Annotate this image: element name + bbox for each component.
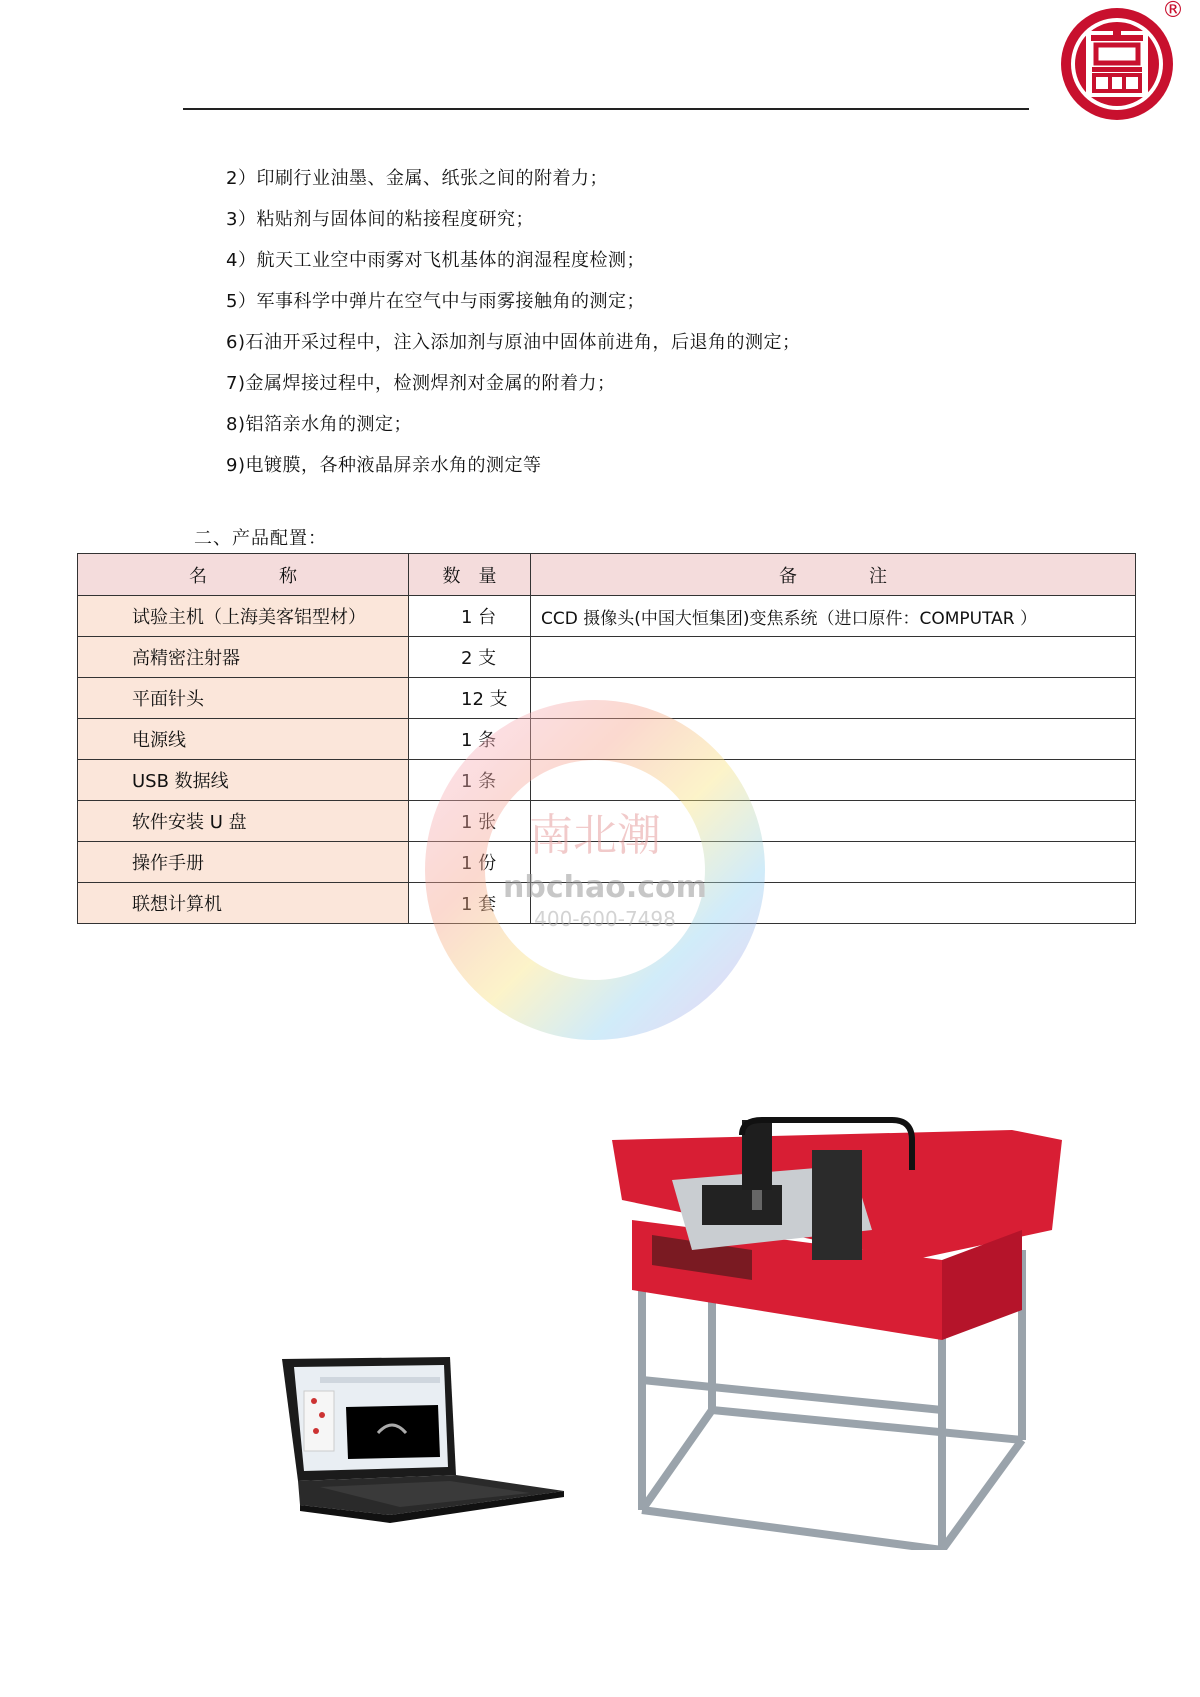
cell-qty: 1 套 bbox=[409, 883, 531, 924]
cell-name: 联想计算机 bbox=[78, 883, 409, 924]
cell-name: USB 数据线 bbox=[78, 760, 409, 801]
cell-note bbox=[531, 637, 1136, 678]
watermark-name: 南北潮 bbox=[529, 810, 661, 861]
cell-name: 高精密注射器 bbox=[78, 637, 409, 678]
application-list bbox=[226, 158, 800, 486]
list-item: 7)金属焊接过程中，检测焊剂对金属的附着力； bbox=[226, 373, 616, 394]
cell-qty: 1 条 bbox=[409, 719, 531, 760]
list-item: 2）印刷行业油墨、金属、纸张之间的附着力； bbox=[226, 168, 608, 189]
list-item: 5）军事科学中弹片在空气中与雨雾接触角的测定； bbox=[226, 291, 645, 312]
list-item: 6)石油开采过程中，注入添加剂与原油中固体前进角，后退角的测定； bbox=[226, 332, 801, 353]
cell-qty: 1 张 bbox=[409, 801, 531, 842]
cell-name: 电源线 bbox=[78, 719, 409, 760]
cell-name: 软件安装 U 盘 bbox=[78, 801, 409, 842]
cell-qty: 1 台 bbox=[409, 596, 531, 637]
list-item: 9)电镀膜，各种液晶屏亲水角的测定等 bbox=[226, 455, 542, 476]
cell-qty: 2 支 bbox=[409, 637, 531, 678]
list-item: 8)铝箔亲水角的测定； bbox=[226, 414, 412, 435]
contact-angle-tester-image bbox=[612, 1110, 1092, 1550]
list-item: 4）航天工业空中雨雾对飞机基体的润湿程度检测； bbox=[226, 250, 645, 271]
watermark-phone: 400-600-7498 bbox=[534, 907, 676, 931]
cell-qty: 12 支 bbox=[409, 678, 531, 719]
header-qty: 数 量 bbox=[409, 554, 531, 596]
cell-qty: 1 份 bbox=[409, 842, 531, 883]
watermark-site: nbchao.com bbox=[503, 870, 707, 905]
header-rule bbox=[183, 108, 1029, 110]
watermark bbox=[395, 675, 815, 1075]
section-title: 二、产品配置： bbox=[194, 528, 327, 549]
laptop-image bbox=[280, 1355, 570, 1525]
table-header-row bbox=[78, 554, 1136, 596]
dingsheng-logo bbox=[1058, 5, 1176, 123]
registered-mark: ® bbox=[1162, 0, 1184, 23]
table-row bbox=[78, 637, 1136, 678]
header-name: 名 称 bbox=[78, 554, 409, 596]
cell-name: 操作手册 bbox=[78, 842, 409, 883]
list-item: 3）粘贴剂与固体间的粘接程度研究； bbox=[226, 209, 534, 230]
cell-name: 平面针头 bbox=[78, 678, 409, 719]
cell-name: 试验主机（上海美客铝型材） bbox=[78, 596, 409, 637]
table-row bbox=[78, 596, 1136, 637]
header-note: 备 注 bbox=[531, 554, 1136, 596]
cell-note: CCD 摄像头(中国大恒集团)变焦系统（进口原件：COMPUTAR ） bbox=[531, 596, 1136, 637]
cell-qty: 1 条 bbox=[409, 760, 531, 801]
